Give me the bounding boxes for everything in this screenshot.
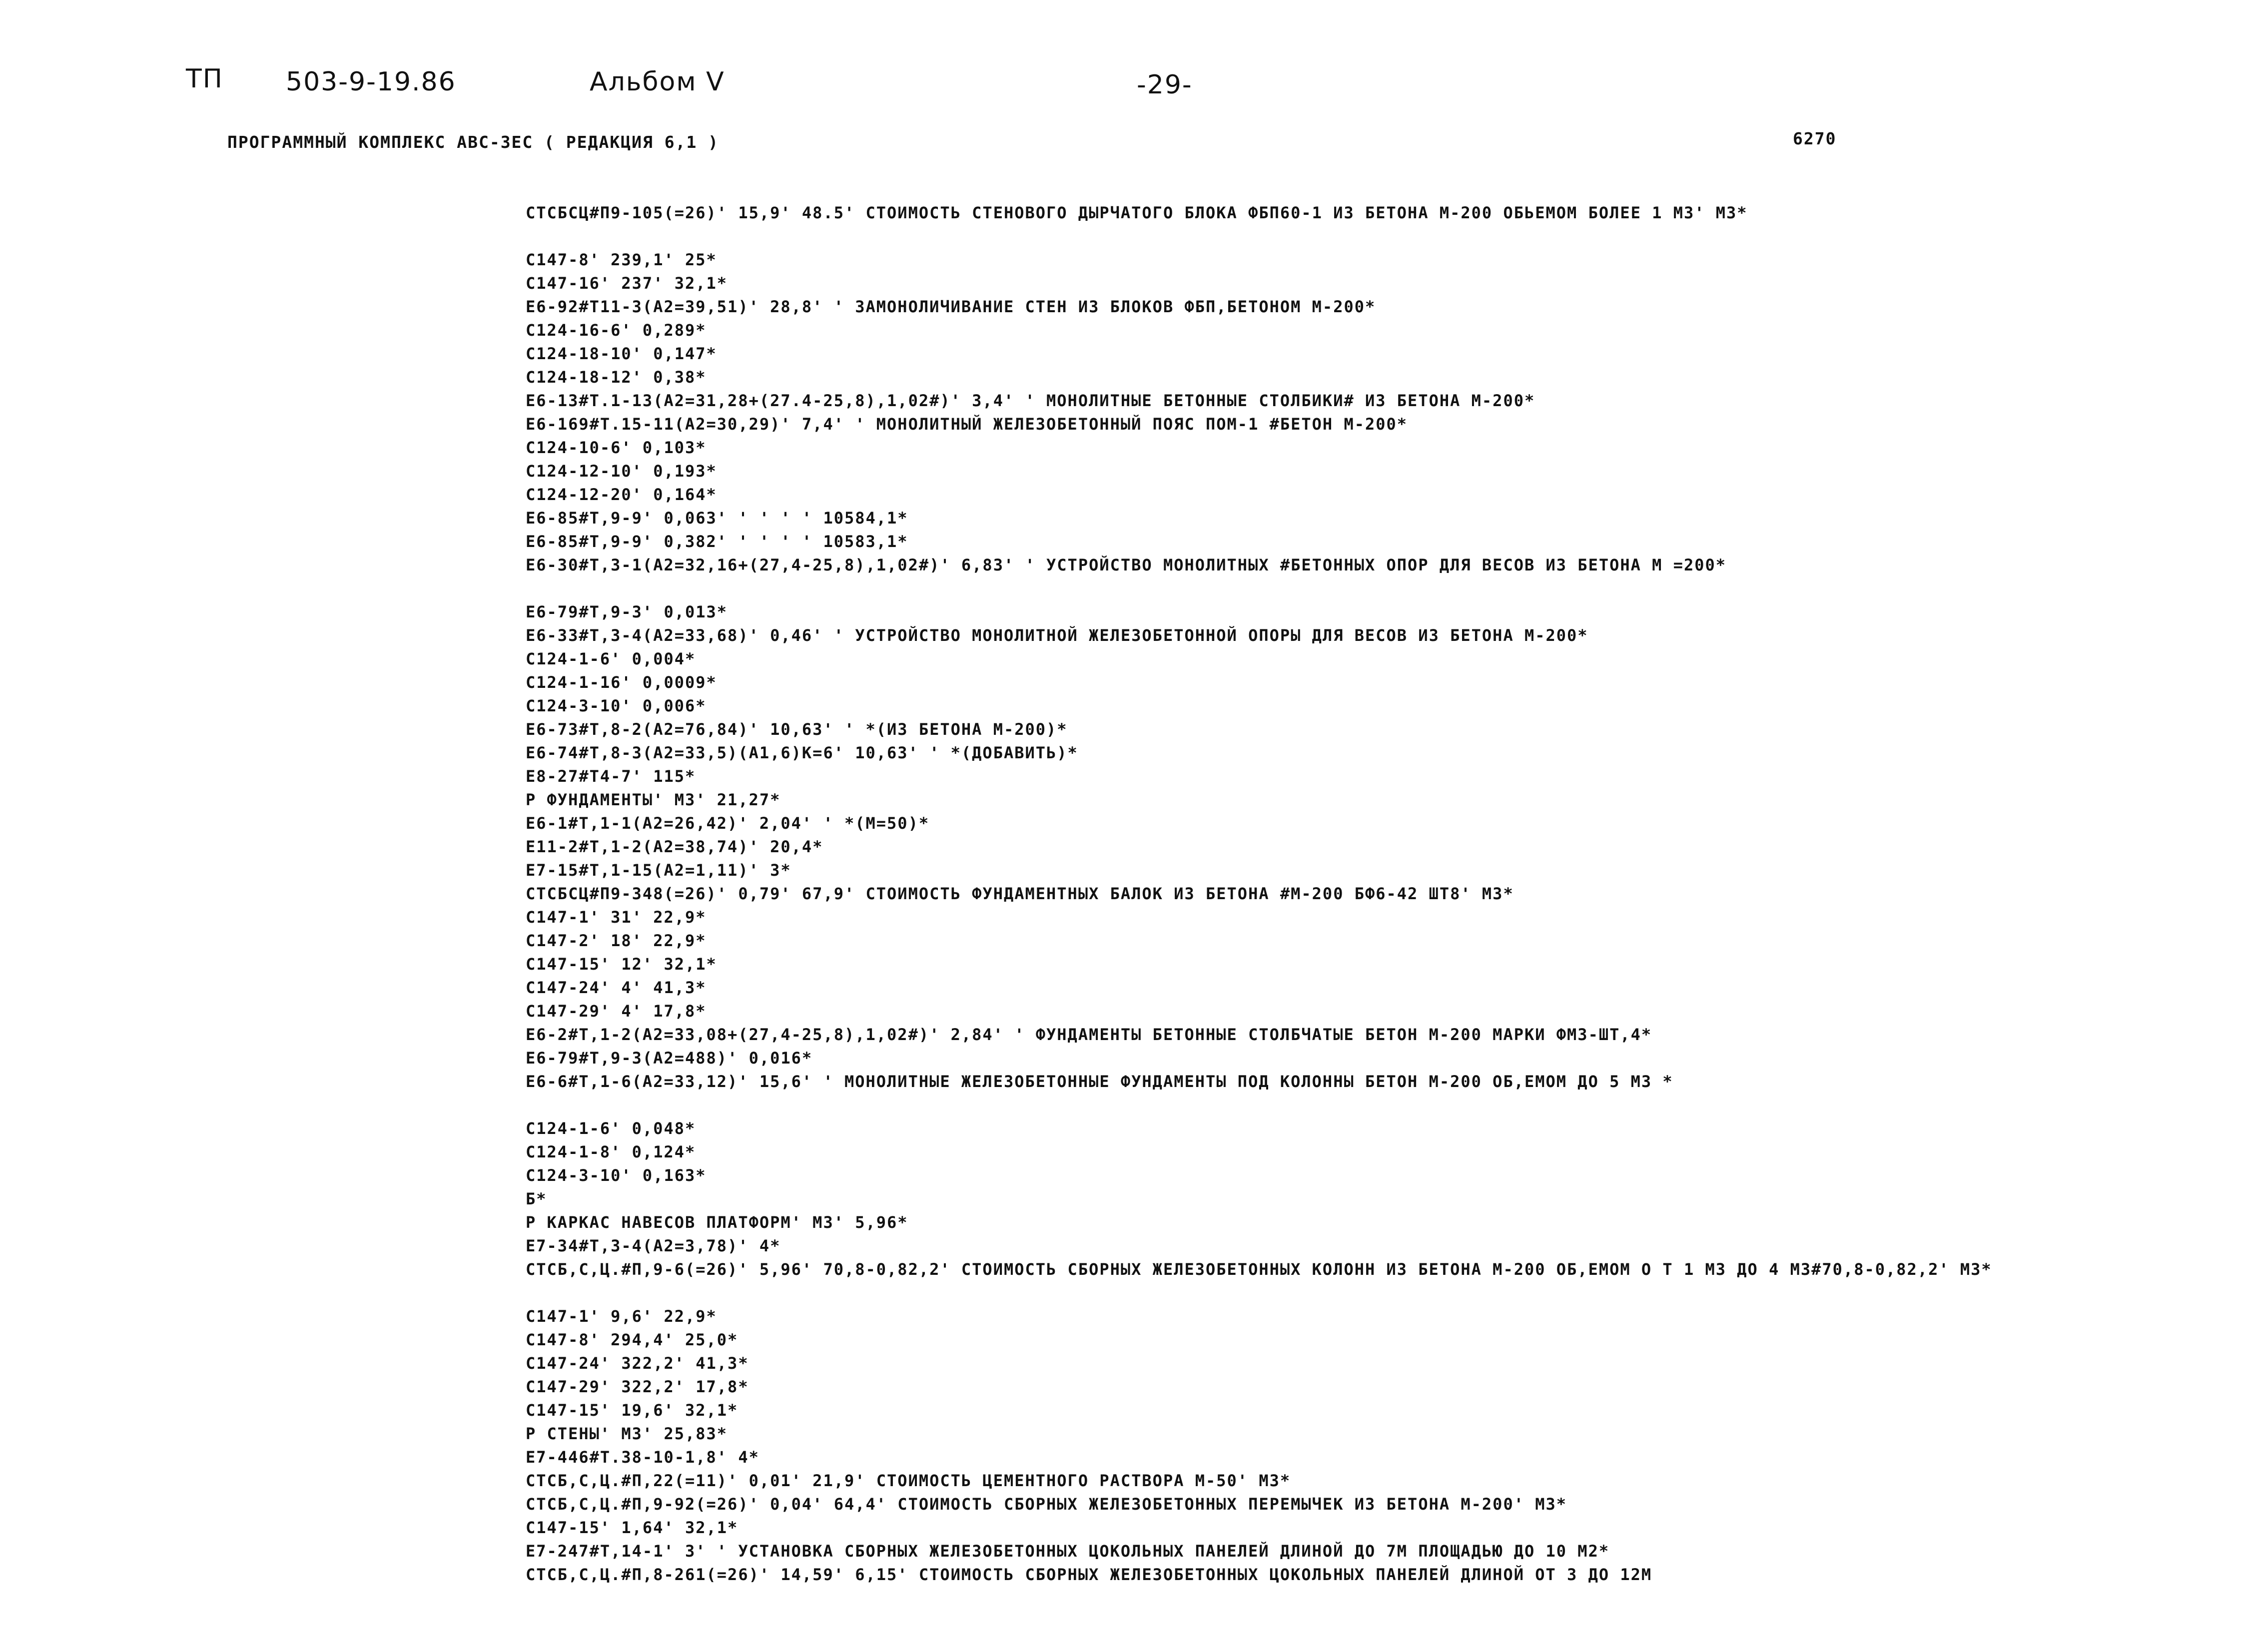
- record-text: С147-29' 4' 17,8*: [526, 1002, 707, 1021]
- record-text: Е6-6#Т,1-6(А2=33,12)' 15,6' ' МОНОЛИТНЫЕ ЖЕЛЕЗОБЕТОННЫЕ ФУНДАМЕНТЫ ПОД КОЛОННЫ БЕТОН М-200 ОБ,ЕМОМ ДО 5 М3 *: [526, 1072, 1673, 1091]
- record-text: Е7-34#Т,3-4(А2=3,78)' 4*: [526, 1236, 781, 1255]
- record-text: Е6-92#Т11-3(А2=39,51)' 28,8' ' ЗАМОНОЛИЧИВАНИЕ СТЕН ИЗ БЛОКОВ ФБП,БЕТОНОМ М-200*: [526, 297, 1376, 316]
- record-text: СТСБ,С,Ц.#П,9-92(=26)' 0,04' 64,4' СТОИМОСТЬ СБОРНЫХ ЖЕЛЕЗОБЕТОННЫХ ПЕРЕМЫЧЕК ИЗ БЕТОНА М-200' М3*: [526, 1495, 1567, 1514]
- record-text: Е6-73#Т,8-2(А2=76,84)' 10,63' ' *(ИЗ БЕТОНА М-200)*: [526, 720, 1068, 739]
- record-text: Е6-79#Т,9-3(А2=488)' 0,016*: [526, 1049, 813, 1068]
- record-text: Е7-15#Т,1-15(А2=1,11)' 3*: [526, 861, 791, 880]
- record-text: С147-15' 12' 32,1*: [526, 955, 717, 974]
- record-text: Е6-2#Т,1-2(А2=33,08+(27,4-25,8),1,02#)' 2,84' ' ФУНДАМЕНТЫ БЕТОННЫЕ СТОЛБЧАТЫЕ БЕТОН М-200 МАРКИ ФМ3-ШТ,4*: [526, 1025, 1652, 1044]
- record-text: С124-18-10' 0,147*: [526, 344, 717, 363]
- record-text: СТСБ,С,Ц.#П,22(=11)' 0,01' 21,9' СТОИМОСТЬ ЦЕМЕНТНОГО РАСТВОРА М-50' М3*: [526, 1471, 1291, 1490]
- record-text: Е6-85#Т,9-9' 0,382' ' ' ' ' 10583,1*: [526, 532, 908, 551]
- record-text: С147-15' 19,6' 32,1*: [526, 1401, 739, 1420]
- record-text: Е6-30#Т,3-1(А2=32,16+(27,4-25,8),1,02#)' 6,83' ' УСТРОЙСТВО МОНОЛИТНЫХ #БЕТОННЫХ ОПОР ДЛЯ ВЕСОВ ИЗ БЕТОНА М =200*: [526, 555, 1727, 574]
- record-text: СТСБСЦ#П9-348(=26)' 0,79' 67,9' СТОИМОСТЬ ФУНДАМЕНТНЫХ БАЛОК ИЗ БЕТОНА #М-200 БФ6-42 ШТ8' М3*: [526, 884, 1514, 903]
- record-text: Е6-13#Т.1-13(А2=31,28+(27.4-25,8),1,02#)' 3,4' ' МОНОЛИТНЫЕ БЕТОННЫЕ СТОЛБИКИ# ИЗ БЕТОНА М-200*: [526, 391, 1535, 410]
- record-text: С147-29' 322,2' 17,8*: [526, 1377, 749, 1396]
- program-title: ПРОГРАММНЫЙ КОМПЛЕКС АВС-ЗЕС ( РЕДАКЦИЯ 6,1 ): [227, 132, 720, 152]
- record-text: Р СТЕНЫ' М3' 25,83*: [526, 1424, 728, 1443]
- record-text: Р ФУНДАМЕНТЫ' М3' 21,27*: [526, 790, 781, 809]
- record-text: С124-12-20' 0,164*: [526, 485, 717, 504]
- document-number: 6270: [1793, 129, 1837, 148]
- record-text: С147-8' 294,4' 25,0*: [526, 1330, 739, 1349]
- record-text: С124-16-6' 0,289*: [526, 321, 707, 340]
- record-text: С124-18-12' 0,38*: [526, 368, 707, 387]
- record-text: СТСБ,С,Ц.#П,8-261(=26)' 14,59' 6,15' СТОИМОСТЬ СБОРНЫХ ЖЕЛЕЗОБЕТОННЫХ ЦОКОЛЬНЫХ ПАНЕЛЕЙ ДЛИНОЙ ОТ 3 ДО 12М: [526, 1565, 1652, 1584]
- doc-series-label: ТП: [186, 64, 223, 94]
- record-text: С124-1-8' 0,124*: [526, 1142, 696, 1161]
- record-text: Е8-27#Т4-7' 115*: [526, 767, 696, 786]
- record-text: С124-12-10' 0,193*: [526, 462, 717, 481]
- record-text: С147-1' 9,6' 22,9*: [526, 1307, 717, 1326]
- record-text: Е6-1#Т,1-1(А2=26,42)' 2,04' ' *(М=50)*: [526, 814, 930, 833]
- record-text: С124-1-6' 0,048*: [526, 1119, 696, 1138]
- record-text: С124-3-10' 0,163*: [526, 1166, 707, 1185]
- record-text: С147-2' 18' 22,9*: [526, 931, 707, 950]
- page-number: -29-: [1137, 70, 1193, 100]
- record-text: С147-1' 31' 22,9*: [526, 908, 707, 927]
- record-text: С124-3-10' 0,006*: [526, 696, 707, 715]
- record-text: Е6-74#Т,8-3(А2=33,5)(А1,6)К=6' 10,63' ' *(ДОБАВИТЬ)*: [526, 743, 1078, 762]
- record-text: Е6-33#Т,3-4(А2=33,68)' 0,46' ' УСТРОЙСТВО МОНОЛИТНОЙ ЖЕЛЕЗОБЕТОННОЙ ОПОРЫ ДЛЯ ВЕСОВ ИЗ БЕТОНА М-200*: [526, 626, 1588, 645]
- record-text: Е6-85#Т,9-9' 0,063' ' ' ' ' 10584,1*: [526, 509, 908, 528]
- record-text: СТСБ,С,Ц.#П,9-6(=26)' 5,96' 70,8-0,82,2' СТОИМОСТЬ СБОРНЫХ ЖЕЛЕЗОБЕТОННЫХ КОЛОНН ИЗ БЕТОНА М-200 ОБ,ЕМОМ О Т 1 М3 ДО 4 М3#70,8-0,82,2' М3*: [526, 1260, 1992, 1279]
- record-text: С124-1-6' 0,004*: [526, 649, 696, 668]
- record-text: С147-24' 322,2' 41,3*: [526, 1354, 749, 1373]
- record-text: С147-24' 4' 41,3*: [526, 978, 707, 997]
- record-text: Е7-446#Т.38-10-1,8' 4*: [526, 1448, 759, 1467]
- record-text: Е6-79#Т,9-3' 0,013*: [526, 602, 728, 621]
- record-text: С147-8' 239,1' 25*: [526, 250, 717, 269]
- record-text: Б*: [526, 1189, 547, 1208]
- record-text: С147-15' 1,64' 32,1*: [526, 1518, 739, 1537]
- project-code: 503-9-19.86: [286, 67, 456, 97]
- record-text: Р КАРКАС НАВЕСОВ ПЛАТФОРМ' М3' 5,96*: [526, 1213, 908, 1232]
- record-text: С147-16' 237' 32,1*: [526, 274, 728, 293]
- record-text: СТСБСЦ#П9-105(=26)' 15,9' 48.5' СТОИМОСТЬ СТЕНОВОГО ДЫРЧАТОГО БЛОКА ФБП60-1 ИЗ БЕТОНА М-200 ОБЬЕМОМ БОЛЕЕ 1 М3' М3*: [526, 203, 1748, 222]
- record-text: Е7-247#Т,14-1' 3' ' УСТАНОВКА СБОРНЫХ ЖЕЛЕЗОБЕТОННЫХ ЦОКОЛЬНЫХ ПАНЕЛЕЙ ДЛИНОЙ ДО 7М ПЛОЩАДЬЮ ДО 10 М2*: [526, 1542, 1610, 1561]
- record-text: Е6-169#Т.15-11(А2=30,29)' 7,4' ' МОНОЛИТНЫЙ ЖЕЛЕЗОБЕТОННЫЙ ПОЯС ПОМ-1 #БЕТОН М-200*: [526, 415, 1408, 434]
- record-text: С124-1-16' 0,0009*: [526, 673, 717, 692]
- record-text: Е11-2#Т,1-2(А2=38,74)' 20,4*: [526, 837, 823, 856]
- record-text: С124-10-6' 0,103*: [526, 438, 707, 457]
- album-label: Альбом V: [590, 67, 725, 97]
